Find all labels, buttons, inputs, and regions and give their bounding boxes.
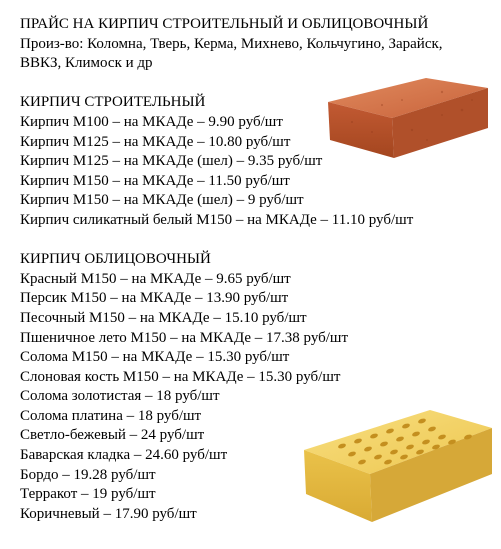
- facing-brick-item: Бордо – 19.28 руб/шт: [20, 466, 156, 483]
- building-brick-item: Кирпич силикатный белый М150 – на МКАДе – 11.10 руб/шт: [20, 211, 414, 228]
- facing-brick-item: Коричневый – 17.90 руб/шт: [20, 505, 197, 522]
- facing-brick-item: Персик М150 – на МКАДе – 13.90 руб/шт: [20, 290, 289, 307]
- building-brick-item: Кирпич М150 – на МКАДе (шел) – 9 руб/шт: [20, 192, 304, 209]
- building-brick-item: Кирпич М100 – на МКАДе – 9.90 руб/шт: [20, 113, 283, 130]
- facing-brick-item: Солома золотистая – 18 руб/шт: [20, 388, 220, 405]
- facing-brick-item: Солома М150 – на МКАДе – 15.30 руб/шт: [20, 349, 290, 366]
- producers-line-1: Произ-во: Коломна, Тверь, Керма, Михнево, Кольчугино, Зарайск,: [20, 35, 443, 52]
- red-brick-image: [322, 60, 492, 160]
- yellow-brick-image: [300, 390, 495, 530]
- building-brick-item: Кирпич М125 – на МКАДе (шел) – 9.35 руб/шт: [20, 153, 323, 170]
- building-brick-heading: КИРПИЧ СТРОИТЕЛЬНЫЙ: [20, 94, 206, 111]
- document-title: ПРАЙС НА КИРПИЧ СТРОИТЕЛЬНЫЙ И ОБЛИЦОВОЧНЫЙ: [20, 16, 429, 32]
- facing-brick-item: Солома платина – 18 руб/шт: [20, 407, 202, 424]
- facing-brick-item: Светло-бежевый – 24 руб/шт: [20, 427, 205, 444]
- facing-brick-item: Пшеничное лето М150 – на МКАДе – 17.38 руб/шт: [20, 329, 349, 346]
- facing-brick-item: Баварская кладка – 24.60 руб/шт: [20, 447, 228, 464]
- producers-line-2: ВВКЗ, Климоск и др: [20, 55, 153, 72]
- facing-brick-item: Слоновая кость М150 – на МКАДе – 15.30 руб/шт: [20, 368, 341, 385]
- spacer: [20, 231, 490, 251]
- building-brick-item: Кирпич М125 – на МКАДе – 10.80 руб/шт: [20, 133, 291, 150]
- facing-brick-item: Красный М150 – на МКАДе – 9.65 руб/шт: [20, 270, 291, 287]
- building-brick-item: Кирпич М150 – на МКАДе – 11.50 руб/шт: [20, 172, 290, 189]
- facing-brick-item: Песочный М150 – на МКАДе – 15.10 руб/шт: [20, 309, 307, 326]
- facing-brick-heading: КИРПИЧ ОБЛИЦОВОЧНЫЙ: [20, 251, 211, 268]
- facing-brick-item: Терракот – 19 руб/шт: [20, 486, 156, 503]
